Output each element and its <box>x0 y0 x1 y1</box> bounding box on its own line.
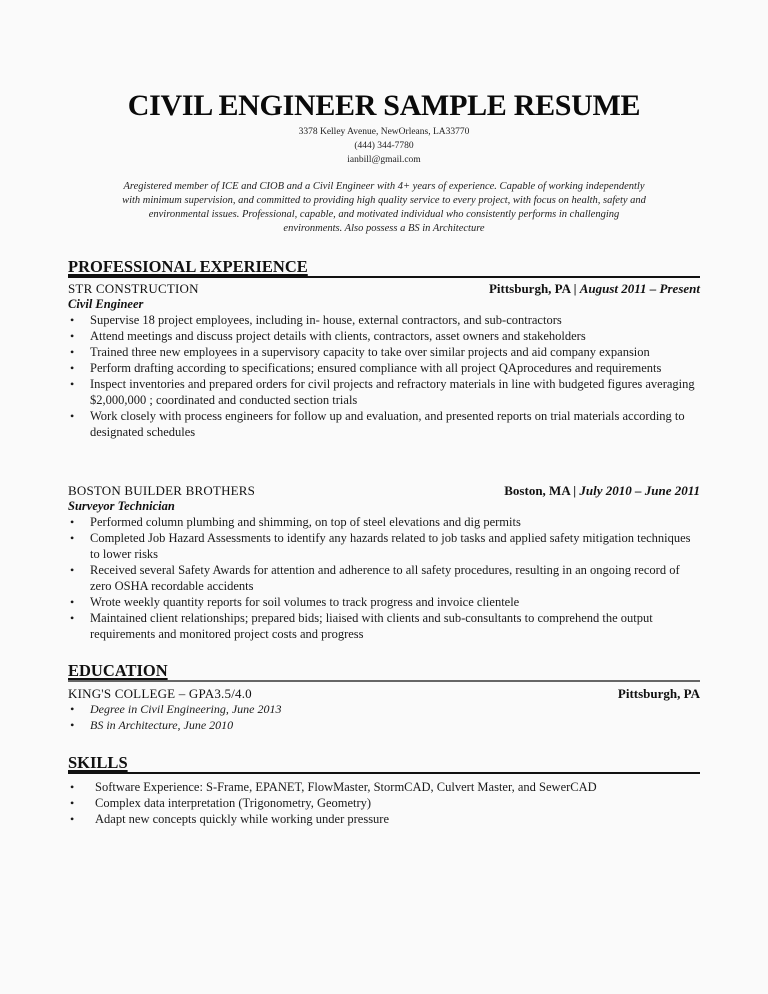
separator: | <box>570 281 580 296</box>
bullet-icon: • <box>70 702 75 716</box>
job-dates: July 2010 – June 2011 <box>579 483 700 498</box>
list-item: • Received several Safety Awards for attention and adherence to all safety procedures, resulting in an ongoing record of zero OSHA recordable accidents <box>70 563 680 593</box>
list-item: • Work closely with process engineers for follow up and evaluation, and presented reports on trial materials according to designated schedules <box>70 409 685 439</box>
bullet-icon: • <box>70 796 75 810</box>
list-item: • Perform drafting according to specifications; ensured compliance with all project QAprocedures and requirements <box>70 361 662 375</box>
bullet-icon: • <box>70 563 75 577</box>
school-name: KING'S COLLEGE – GPA3.5/4.0 <box>68 686 252 701</box>
separator: | <box>570 483 580 498</box>
bullet-icon: • <box>70 611 75 625</box>
job-bullets <box>68 514 700 642</box>
resume-title: CIVIL ENGINEER SAMPLE RESUME <box>127 89 641 122</box>
list-item: • Software Experience: S-Frame, EPANET, FlowMaster, StormCAD, Culvert Master, and SewerCAD <box>70 780 597 794</box>
professional-summary <box>68 180 700 236</box>
bullet-icon: • <box>70 345 75 359</box>
section-heading-label: EDUCATION <box>68 661 168 680</box>
bullet-icon: • <box>70 595 75 609</box>
contact-phone: (444) 344-7780 <box>354 141 414 151</box>
education-header <box>68 686 700 702</box>
section-heading-experience <box>68 258 700 278</box>
list-item: • BS in Architecture, June 2010 <box>70 718 234 732</box>
bullet-icon: • <box>70 531 75 545</box>
job-location: Pittsburgh, PA <box>488 281 571 296</box>
summary-line: Aregistered member of ICE and CIOB and a Civil Engineer with 4+ years of experience. Capable of working independently <box>123 181 645 192</box>
job-title: Civil Engineer <box>68 297 144 311</box>
employer-name: BOSTON BUILDER BROTHERS <box>68 483 256 498</box>
bullet-icon: • <box>70 515 75 529</box>
job-dates: August 2011 – Present <box>579 281 700 296</box>
job-location: Boston, MA <box>504 483 570 498</box>
bullet-icon: • <box>70 409 75 423</box>
list-item: • Adapt new concepts quickly while working under pressure <box>70 812 390 826</box>
list-item: • Attend meetings and discuss project details with clients, contractors, asset owners and stakeholders <box>70 329 586 343</box>
summary-line: environmental issues. Professional, capable, and motivated individual who consistently performs in challenging <box>148 209 620 220</box>
bullet-icon: • <box>70 313 75 327</box>
bullet-icon: • <box>70 377 75 391</box>
list-item: • Maintained client relationships; prepared bids; liaised with clients and sub-consultants to comprehend the output requirements and monitored project costs and progress <box>70 611 653 641</box>
summary-line: environments. Also possess a BS in Architecture <box>283 223 485 234</box>
job-location-dates <box>489 281 700 297</box>
list-item: • Degree in Civil Engineering, June 2013 <box>70 702 282 716</box>
list-item: • Trained three new employees in a supervisory capacity to take over similar projects and aid company expansion <box>70 345 650 359</box>
employer-name: STR CONSTRUCTION <box>68 281 199 296</box>
job-title: Surveyor Technician <box>68 499 175 513</box>
bullet-icon: • <box>70 718 75 732</box>
job-header <box>68 281 700 297</box>
bullet-icon: • <box>70 361 75 375</box>
job-location-dates <box>504 483 700 499</box>
list-item: • Supervise 18 project employees, including in- house, external contractors, and sub-contractors <box>70 313 562 327</box>
bullet-icon: • <box>70 812 75 826</box>
bullet-icon: • <box>70 329 75 343</box>
job-header <box>68 483 700 499</box>
list-item: • Wrote weekly quantity reports for soil volumes to track progress and invoice clientele <box>70 595 520 609</box>
list-item: • Performed column plumbing and shimming, on top of steel elevations and dig permits <box>70 515 521 529</box>
section-heading-education <box>68 662 700 682</box>
list-item: • Inspect inventories and prepared orders for civil projects and refractory materials in line with budgeted figures averaging $2,000,000 ; coordinated and conducted section trials <box>70 377 695 407</box>
bullet-icon: • <box>70 780 75 794</box>
job-bullets <box>68 312 700 440</box>
contact-address: 3378 Kelley Avenue, NewOrleans, LA33770 <box>298 127 470 137</box>
section-heading-label: PROFESSIONAL EXPERIENCE <box>68 257 308 276</box>
skills-bullets <box>68 779 700 827</box>
list-item: • Completed Job Hazard Assessments to identify any hazards related to job tasks and applied safety mitigation techniques to lower risks <box>70 531 691 561</box>
education-bullets <box>68 701 700 733</box>
contact-email: ianbill@gmail.com <box>347 155 421 165</box>
school-location: Pittsburgh, PA <box>617 686 700 701</box>
summary-line: with minimum supervision, and committed to providing high quality service to every project, with focus on health, safety and <box>122 195 646 206</box>
section-heading-label: SKILLS <box>68 753 128 772</box>
list-item: • Complex data interpretation (Trigonometry, Geometry) <box>70 796 372 810</box>
section-heading-skills <box>68 754 700 774</box>
